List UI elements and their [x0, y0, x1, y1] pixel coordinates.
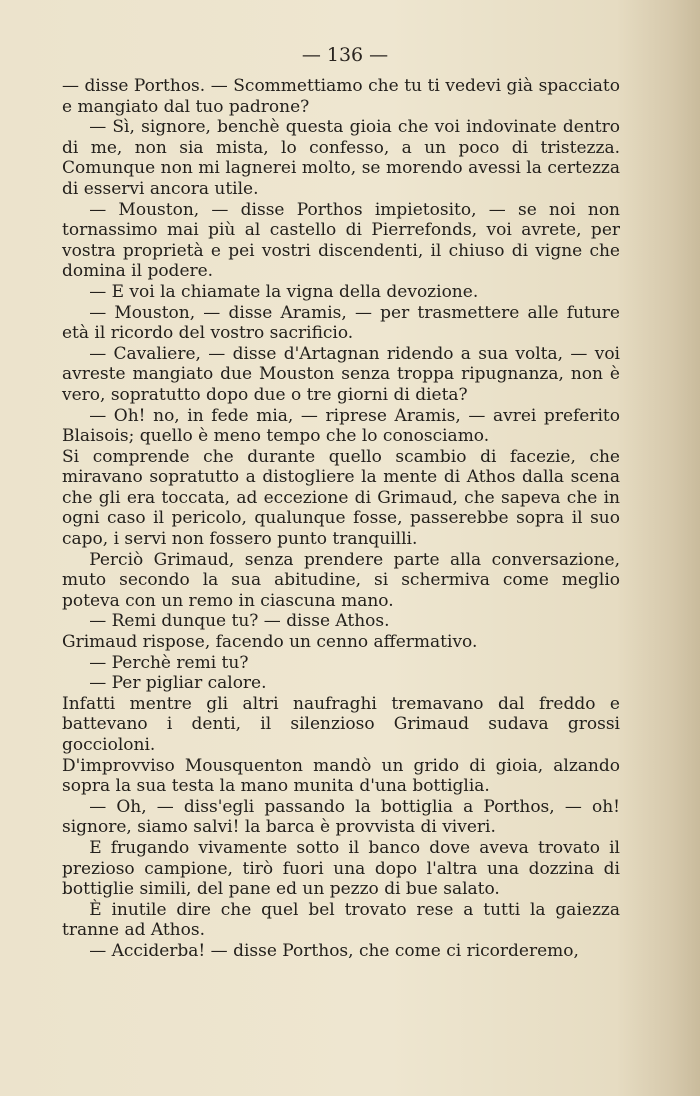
page-number: — 136 —: [301, 44, 389, 66]
paragraph: È inutile dire che quel bel trovato rese a tutti la gaiezza tranne ad Athos.: [62, 899, 620, 941]
paragraph: E frugando vivamente sotto il banco dove aveva trovato il prezioso campione, tirò fuori una dopo l'altra una dozzina di bottiglie simili, del pane ed un pezzo di bue salato.: [62, 837, 620, 900]
paragraph: Infatti mentre gli altri naufraghi tremavano dal freddo e battevano i denti, il silenzioso Grimaud sudava grossi goccioloni.: [62, 693, 620, 755]
paragraph: — Acciderba! — disse Porthos, che come ci ricorderemo,: [89, 940, 579, 961]
paragraph: Grimaud rispose, facendo un cenno affermativo.: [62, 632, 478, 653]
paragraph: D'improvviso Mousquenton mandò un grido di gioia, alzando sopra la sua testa la mano munita d'una bottiglia.: [62, 755, 620, 797]
paragraph: Perciò Grimaud, senza prendere parte alla conversazione, muto secondo la sua abitudine, si schermiva come meglio poteva con un remo in ciascuna mano.: [62, 549, 620, 611]
body-text: [62, 76, 620, 962]
paragraph: — Perchè remi tu?: [89, 652, 249, 673]
paragraph: — Remi dunque tu? — disse Athos.: [89, 611, 390, 632]
paragraph: — Cavaliere, — disse d'Artagnan ridendo a sua volta, — voi avreste mangiato due Mouston senza troppa ripugnanza, non è vero, sopratutto dopo due o tre giorni di dieta?: [62, 343, 620, 405]
paragraph: — Oh! no, in fede mia, — riprese Aramis, — avrei preferito Blaisois; quello è meno tempo che lo conosciamo.: [62, 405, 620, 447]
paragraph: — Mouston, — disse Porthos impietosito, — se noi non tornassimo mai più al castello di Pierrefonds, voi avrete, per vostra proprietà e pei vostri discendenti, il chiuso di vigne che domina il podere.: [62, 199, 620, 282]
paragraph: — disse Porthos. — Scommettiamo che tu ti vedevi già spacciato e mangiato dal tuo padrone?: [62, 76, 620, 117]
paragraph: — Mouston, — disse Aramis, — per trasmettere alle future età il ricordo del vostro sacrificio.: [62, 302, 620, 344]
paragraph: Si comprende che durante quello scambio di facezie, che miravano sopratutto a distogliere la mente di Athos dalla scena che gli era toccata, ad eccezione di Grimaud, che sapeva che in ogni caso il pericolo, qualunque fosse, passerebbe sopra il suo capo, i servi non fossero punto tranquilli.: [62, 446, 620, 550]
paragraph: — Sì, signore, benchè questa gioia che voi indovinate dentro di me, non sia mista, lo confesso, a un poco di tristezza. Comunque non mi lagnerei molto, se morendo avessi la certezza di esservi ancora utile.: [62, 117, 620, 199]
paragraph: — E voi la chiamate la vigna della devozione.: [89, 281, 479, 302]
paragraph: — Oh, — diss'egli passando la bottiglia a Porthos, — oh! signore, siamo salvi! la barca è provvista di viveri.: [62, 796, 620, 838]
paragraph: — Per pigliar calore.: [89, 673, 267, 694]
